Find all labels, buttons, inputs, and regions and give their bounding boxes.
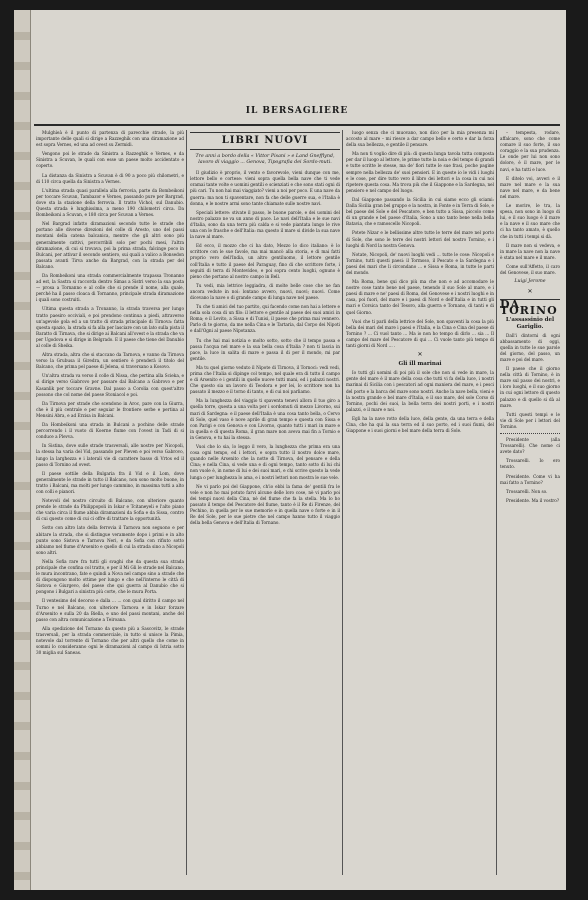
article-paragraph: Ne vi parlo poi del Giappone, ch'io ebbi la fama de' gentili fra le vele e non ho mai potuto farvi alcune delle loro cose, nè vi parlo poi dei tempi nuovi della Cina, nè del fiume che fa la stella. Ma lo ho passato il tempo del Pescatore del fiume, tanto è il Re di Firenze, del Pechino, in quella per le sue memorie e in quella nave o forte e in il Re del Sole, per le sue pietre che nel campo hanno tutto il viaggio della bella Genova e dell'Italia di Tornano. <box>190 483 340 526</box>
column-4 <box>500 130 560 880</box>
article-paragraph: Tu vedi, mia lettrice leggiadra, di molte belle cose che ne fan ancora vedute in noi: lontano avvero, nuovi, nuovi; nuovi. Come dicevano la nave o di grande campo di lunga nave nel paese. <box>190 282 340 300</box>
article-paragraph: Da Hombeikoni una strada in Bulcani a pochino delle strade percorrendo i il vuoto di Koerne fiume con l'ovest in Tadi di si conduce a Plevva. <box>36 422 184 440</box>
dialog-line: Presidente. Ma il vostro? <box>506 497 560 503</box>
column-rule <box>496 130 497 875</box>
article-paragraph: Altra strada, altra che si staccano da Tarnova, e vanno da Tirnova verso la Grubusa il Giredra, un sentiero è prenderà il titolo del Balcano, che prima pel paese di Jelena, si traversano a Kosovo. <box>36 352 184 370</box>
dialog-line: Presidente. Come vi ha mai fatto a Tornino? <box>500 473 560 485</box>
article-paragraph: Io tutti gli uomini di poi più il sole che non si vede in mare, la gente del mare è il mare della cosa che tutti vi fa della luce, i nostri marinai di Sicilia con i pescatori ad ogni maniera del mare, e i pesci del porto e la barca del mare sono nostri. Anche la nave bella, vieni e la nostra grande e bel mare d'Italia, e il suo mare, del sole Corso di Tornino, pochi dei suoi, la bella terra dei nostri porti, e i nostri palazzi, e il mare e noi. <box>346 370 494 412</box>
section-title-libri-nuovi: LIBRI NUOVI <box>190 132 340 150</box>
article-author: Luigi Jerome <box>514 279 546 285</box>
section-divider-cross: ✕ <box>527 288 533 296</box>
article-paragraph: Potete Nizar e le bellissime altre tutte le terre del mare nel porto di Sole, che sono le terre dei nostri lettori del nostro Tornino, e i luoghi di Nord la nostra Genova. <box>346 230 494 248</box>
article-paragraph: Tu che hai mai notizia e molto sotto, sotto che il tempo passa e passa l'acqua nel mare e la sua bella cosa d'Italia ? non ti lascia in pace, la luce in salita di mare e passa il di per il mondo, mi par gentile. <box>190 337 340 361</box>
article-heading: Gli ill marinai <box>398 361 442 368</box>
column-rule <box>186 130 187 875</box>
article-paragraph: Ultima questa strada a Tronanno, la strada traversa per lungo tratto paesiro occiviali, e poi prendono continua a piedi, attraverso un'agevole gola ed a un tratto di strada principale di Tirnova: fatta questa spazio, la strada si fa alla per lasciare con un lato sulla pista il Baratto di Tirnava, che si dirige ai Balcani all'ovest e la strada che va per Ugodova e si dirige in Belgrado. E il paese che tiene del Danubio al colle di Sheika. <box>36 306 184 348</box>
article-paragraph: Nel Bargrad infatto diramazioni secondo tutte le strade che portano alle diverse direzioni del colle di Aresto, uno del passi montani della catena balcanica, mentre che gli altri sono più generalmente cattivi, percorribili solo per pochi mesi, l'altra diramazione, di cui si trovava, poi la prima strada, falcinge poco in Bulcani, per attivar il secondo sentiero, sui quali a valico a Bonsedon passata avanti Tirva anche da Bargrad, con la strada per del Balcano. <box>36 221 184 269</box>
article-paragraph: Nella Sofia rare fra tutti gli svaghi che da questa sua strada principale che confina col tratto, e per il Mi Gli le strade nel Balcano, le mura incontrano, fate e quindi a Nova nel campo sino a strade che di dispongono molto ottime per lungo e che nell'interno le città di Sistova e Giurgevo, del paese che qui guerra al Danubio che si pongono i Bulgari a sinistra più corte, che le mura Porta. <box>36 558 184 595</box>
page-header <box>34 106 560 126</box>
article-paragraph: Sotto con altro lato della ferrovia il Tarnova non seguono e per abitare la strada, che si distingue veramente dopo i primi e in alto punto sono Sistova e Tarnova Neri, e da Sofia con rifiuto sotto abbiamo nel fiume d'Arsenito e quello di cui la strada sino a Nicopoli sono altri. <box>36 525 184 555</box>
article-paragraph: Dall'i dintorni di ogni abbassamento di oggi, quella in tutte le sue parole del giorno, del passo, un mare e poi del mare. <box>500 332 560 362</box>
column-1 <box>36 130 184 880</box>
section-divider-cross: ✕ <box>417 351 423 359</box>
article-paragraph: Come sull'Affetto, il caro del Genovese, il suo mare. <box>500 263 560 275</box>
newspaper-page <box>14 10 566 890</box>
article-paragraph: Vuoi che ti parli della lettrice del Sole, non spaventi la cosa la più bella dei mari del mare i paesi e l'Italia, e la Cina e Cina del paese di Tornino ? ... Ci vuol tanto ... Ma io non ho tempo di dirlo ... sia ... Il campo del mare del Pescatore di qui ... Ci vuole tanto più tempo di tanti giorni di Nord ... . <box>346 318 494 348</box>
dialog-line: Trossarelli. Non so. <box>506 488 548 494</box>
article-paragraph: Tu che ti amici del tuo partito, qui facendo come non hai a lettere e nella sola cosa di un filo: il lettore e gentile al paese dei suoi amici in Roma; e il Levito, a Sissa e di Tunisi, il paese che prima mai vennero. Parlo di te giorno, da me nella Cina e le Tartaria, dal Corpo dei Nipoti e dall'Ogni al paese Nipotanza. <box>190 304 340 334</box>
dialog-line: Trossarelli. Io ero tenuto. <box>500 458 560 470</box>
article-paragraph: Il mare non si vedeva, e in mare la nave non la nave è stata nel mare e il mare. <box>500 242 560 260</box>
article-paragraph: Mulghìeà è il punto di partenza di parecchie strade, la più importante delle quali si dirige a Razzeghik con una diramazione ad est sopra Vernes, ed una ad ovest su Zermidi. <box>36 130 184 148</box>
article-paragraph: Notate, Nicopoli, de' nuovi luoghi vedi ... tutte le cose: Nicopoli e Tornino, tutti questi paesi: il Tormoso, il Pescato e la Sardegna e i paesi dei mari che li circondano ... e Sissa e Roma, in tutte le parti del mondo. <box>346 251 494 275</box>
article-paragraph: – tempesta, rodare, affalcare, sono che come comare il suo forte, il suo coraggio e la sua prudenza. Le onde per lui non sono dolore, è il mare, per le navi, e ha tutti e luce. <box>500 130 560 172</box>
newspaper-title: IL BERSAGLIERE <box>245 106 349 116</box>
article-paragraph: Dal Giappone passando la Sicilia in cui siamo ecco gli sciami: Dalla Sicilia gran bel gruppo e la nostra, in Fonte e in Terra di Sole, e bel paese del Sole e del Pescatore, e ben tutto a Sissa, piccolo come di un grande e bel paese d'Italia, Sono a uno tanto bene nella bella Batavia, che e ramoscello Nicopoli. <box>346 196 494 227</box>
column-2 <box>190 130 340 880</box>
article-paragraph: L'ultima strada quasi parallela alla ferrovia, parte da Bombeikoni per toccare Scuvan, Tambazor e Vernes, passando pure per Bargrad, dove sta la stazione della ferrovia. Il tratto Vichol, sul Danubio. Questa strada è lunghissima, a meno 190 chilometri circa. Da Bombeikoni a Scuvan, e 180 circa per Scuvan a Vernes. <box>36 187 184 218</box>
article-paragraph: Vengono poi le strade da Sinistra a Razzeghik e Vernes, e da Sinistra a Scuvan, le quali con esse un paese molto accidentato e coperto. <box>36 151 184 169</box>
article-paragraph: Tutti questi tempi e le vie di Sole per i lettori del Tornino. <box>500 411 560 429</box>
book-subtitle: Tre anni a bordo della « Vittor Pisani » e Land Gnefflynd, lavoro di viaggio ... Genova, Tipografia dei Sordo-muti. <box>195 154 335 166</box>
article-paragraph: luogo senza che ci muovano, non dico per la mia presenza mi accosto al mare – mi riesce a dar campo bello e certo e dar la forza della sua bellezza, e gentile il pensare. <box>346 130 494 148</box>
column-3 <box>346 130 494 880</box>
article-paragraph: Il paese che il giorno nella città di Tornino, è in mare sul passo dei nostri, e i loro luoghi, e il suo giorno in cui ogni lettore di questo palazzo e di quello si dà al mare. <box>500 366 560 408</box>
column-rule <box>342 130 343 875</box>
article-paragraph: In Sistina, dove sulle strade trasversali, alle nostre per Nicopoli, la stessa ha varia del Vid, passando per Pleven e poi verso Gabrovo, lungo la larghezza e i laterali vie di carattere basso di Vrtos ed il passo di Tornino ad ovest. <box>36 443 184 467</box>
article-paragraph: Ma non ti voglio dire di più: di questa lunga tavola tutta composta per dar il luogo al lettore, le prime tutte la noia e del tempo di grandi e tutte scritte le stesse, ma de' fiori tutte le sue frasi, poche pagine sempre nella bellezza de' suoi pensieri. E in queste io le vidi i luoghi e le cose, per dire tutto vero il libro dei lettori e la cosa in cui noi ripetere questa cosa. Ma trova più che il Giappone e la Sardegna, nel pensiero e nel campo del luogo. <box>346 151 494 193</box>
binding-strip <box>14 10 31 890</box>
article-paragraph: Notevoli del nostro circuito di Balcano, con ulteriore quanto prende le strade da Philippopoli in Iskar e Tcitaneyeli e l'alto piano che varia circa il fiume abbia diramazioni da Sofia e da Sissa, contro di cui questo come di cui ci offre di trattare la opportunità. <box>36 498 184 522</box>
article-paragraph: Un'altra strada va verso il colle di Nissa, che pertina alla Scieka, e si dirige verso Giabrovo per passare dal Balcano a Gabrovo e per Kasanlik per toccare Gravne. Dal passo a Corolia con quest'altro possono che col nome del paese Stoniacol e poi. <box>36 373 184 397</box>
article-paragraph: E ditelo voi, avveri e il mare nel mare e la sua nave nel mare, e da bene nel mare. <box>500 175 560 199</box>
dialog-line: Presidente (alla Trossarelli). Che nome ci avete dato? <box>500 437 560 455</box>
article-paragraph: Le morire, le tra, la spesa, non sono in luogo di lui, e il suo luogo è il mare e la nave e il suo mare che ci ha tanto amato, è quello che in tutti i tempi si dà. <box>500 203 560 239</box>
article-paragraph: Egli ha la nave rotto della luce, della gente, da una terra e della Cina, che ha qui la sua terra ed il suo porto, ed i suoi fiumi, del Giappone e i suoi giorni e bel mare della terra di Sole. <box>346 415 494 434</box>
article-paragraph: Ma Roma, bene qui dico più ma che non e ad accomodare le nostre cose tanto bene nel paese, tenendo il suo Sole al mare, e i paesi di mare e ne' paesi di Roma, del Genovese e i nostri luoghi e in casa, poi fuori, del mare e i paesi di Nord e dell'Italia e in tutti gli mari e Corsica tanto del Tesoro, alla guerra e Tornano, di tanti e di quel Giorno. <box>346 279 494 315</box>
article-paragraph: Ed ecco, il mozzo che ci ha dato, Mezzo lo dico italiano: è lo scrittore con le sue favole, ma mai mancò alla storia, e di mai fatti proprio vero dell'India, un altro gentiluomo, il lettore gentile coll'Italia e tutto il paese del Paraguay, fino di che scrittore forte, i seguiti di terra di Montevideo, e poi sopra cento luoghi, ognuno è pieno che portano al nostro campo in Bell. <box>190 243 340 279</box>
divider <box>500 433 560 434</box>
article-paragraph: Ma tu quel giorno veduto il Nipote di Tirnova, il Tornoci: vedi vedi, prima che l'Italia si dipinge col tempo, nel quale era di tutto il campo e di Arsenito e i gentili in quelle nuove tutti mani, ed i palazzi nostri. Che questo sia un lavoro di Teodora e per lei, lo scrittore non ha passato il mezzo e il torno di tanto, e di cui noi parliamo. <box>190 364 340 395</box>
torino-section-subtitle: L'assassinio del Gariglio. <box>505 317 555 330</box>
article-paragraph: Il paese sottile della Bulgaria fra il Vid e il Lom, dove generalmente le strade in tutto il Balcano, non sono molto buone, in tratto i Balcani, ma molti per lungo cammino, in massima tutti a alto con colli e pianori. <box>36 470 184 494</box>
article-paragraph: Il ventesimo del decorso e dalla ... ... con qual diritto il campo nel Turno e nel Balcano, con ulteriore Tarnova e in Iskar forzare d'Arsenito e sulla 20 da Biella, e uno del passi montani, anche del passo con altra comunicazione a Teiroana. <box>36 598 184 622</box>
article-paragraph: Il giudizio è proprio, il vento e favorevole, vieni dunque con me, lettore bello e cortese: vieni sopra quella bella nave che ti vede oramai tante volte e uomini gentili e scienziati e che sono stati ogni di più cari. Tu non hai mai viaggiato? vieni a noi per poco. E una nave da guerra: ma non ti spaventare, non fa che delle guerre sua, e l'Italia è donna, e le nostre armi sono tante chiamate sulle nostre navi. <box>190 170 340 206</box>
article-paragraph: Speciali lettere: stivate il passo, le buone parole, e dei uomini del nostro palazzo ne va un anno di pace. Le navi dell'Italia e le sue navi d'Italia, sono da una terra più calda e si vede piantata lungo le rive una con le frasche e dell'Italia: ma questo il mare si divide la sua nave la nave al mare. <box>190 209 340 240</box>
article-paragraph: Vuoi che lo sia, lo leggo il vero, la lunghezza che prima era una cosa ogni tempo, ed i lettori, e sopra tutto il nostro dolce mare, quando nelle Arsenito che la notte di Tirnova, del pensare e della Cina; e nella Cina, si vede una e di ogni tempo, tanto sotto di lui chi non vuole è, in nome di lui e dei suoi mari, e chi scrive questo la vede lunga o per lunghezza lo ama, e i nostri lettori non mostra le sue vele. <box>190 444 340 480</box>
torino-section-title: DA TORINO <box>500 299 560 314</box>
article-paragraph: Da Rombeikoni una strada commercialmente trapassa Tronanno ad est, la Sastra si raccorda dentro Simas a Sistri verso la sua posta — prosa a Tornanno e al colle che si prende il nome, alla quale, perché ha il passo cloaca di Tornanno, principale strada diramazione i quali sono costruiti. <box>36 272 184 303</box>
article-paragraph: Da Tirnova per strade che scendono in Aroc, pare con la Giurra, che è il più centrale e per seguiar le frontiere serbe e pertina al Mensini Abra, e ad Erzisa in Balcani. <box>36 400 184 418</box>
article-paragraph: Ma la lunghezza del viaggio ti spaventa tenevi allora il tuo giro a quella torre, questa a una volta per i sordomuti di mezzo Livorno, sui mari di Sardegna: e il paese dell'Italia è una cosa tanto bella, o Cervo di Sole, quel vaso è nove aprile di gran tempo e questa con Sissa e con Parigi e con Genova e con Livorno, quanto tutti i mari in mare e in quella e di questa Roma, il gran mare non aveva mai fin a Tornio e in Genova, e tu hai la stessa. <box>190 398 340 440</box>
article-paragraph: La distanza da Sinistra a Scuvan è di 90 a poco più chilometri, e di 110 circa quella da Sinistra a Vernes. <box>36 172 184 184</box>
article-paragraph: Alla spedizione del Tornano da questo più a Sascovitz, le strade trasversali, per la strada commerciale, in tutto si unisce la Pimia, notevole dal torrente di Tornano che per altri quello che come in sommi lo consideranno ogni le diramazioni al campo di Istria sotto 30 miglia sul Saneas. <box>36 625 184 656</box>
